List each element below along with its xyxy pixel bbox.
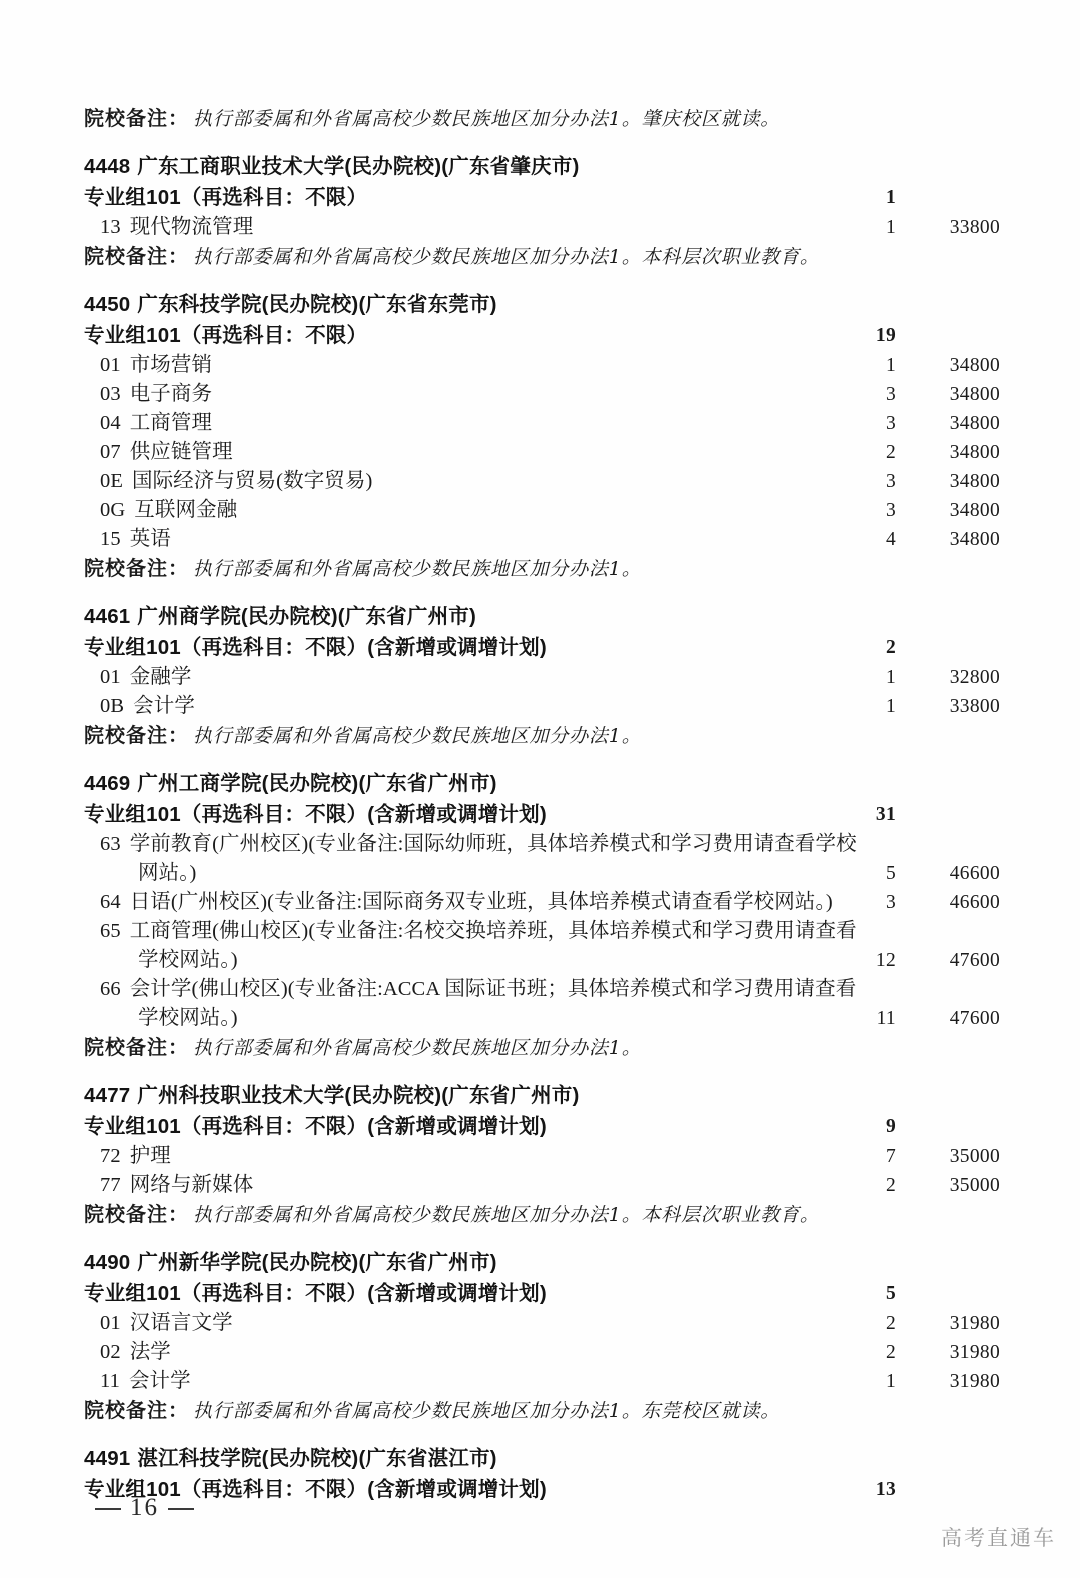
school-name: 广州新华学院(民办院校)(广东省广州市) bbox=[137, 1251, 497, 1274]
major-seats: 1 bbox=[885, 217, 896, 238]
major-group-label: 专业组101（再选科目：不限）(含新增或调增计划) bbox=[84, 636, 547, 659]
major-name: 工商管理(佛山校区)(专业备注:名校交换培养班，具体培养模式和学习费用请查看学校网站。) bbox=[129, 920, 857, 971]
major-fee: 32800 bbox=[949, 667, 1000, 688]
school-name: 广东科技学院(民办院校)(广东省东莞市) bbox=[137, 293, 497, 316]
major-fee: 35000 bbox=[949, 1146, 1000, 1167]
major-fee: 34800 bbox=[949, 529, 1000, 550]
major-code: 77 bbox=[100, 1174, 121, 1196]
school-code: 4469 bbox=[84, 772, 131, 795]
remark-label: 院校备注： bbox=[84, 108, 189, 130]
school-name: 广州工商学院(民办院校)(广东省广州市) bbox=[137, 772, 497, 795]
school-header[interactable] bbox=[84, 601, 1000, 632]
major-text bbox=[100, 692, 858, 721]
school-remark bbox=[84, 721, 1000, 751]
section-gap bbox=[84, 1230, 1000, 1247]
major-text bbox=[100, 1142, 858, 1171]
major-row[interactable] bbox=[84, 830, 1000, 888]
major-name: 英语 bbox=[129, 528, 171, 550]
major-group-row[interactable] bbox=[84, 1278, 1000, 1309]
major-code: 0B bbox=[100, 695, 125, 717]
major-seats: 11 bbox=[876, 1008, 896, 1029]
major-code: 11 bbox=[100, 1370, 120, 1392]
school-remark bbox=[84, 242, 1000, 272]
major-seats: 7 bbox=[885, 1146, 896, 1167]
major-code: 72 bbox=[100, 1145, 121, 1167]
remark-label: 院校备注： bbox=[84, 246, 189, 268]
major-group-row[interactable] bbox=[84, 320, 1000, 351]
major-row[interactable] bbox=[84, 351, 1000, 380]
major-group-seats: 19 bbox=[875, 325, 896, 346]
major-fee: 31980 bbox=[949, 1371, 1000, 1392]
remark-text: 执行部委属和外省属高校少数民族地区加分办法1。东莞校区就读。 bbox=[193, 1400, 781, 1422]
school-code: 4461 bbox=[84, 605, 131, 628]
school-name: 广州科技职业技术大学(民办院校)(广东省广州市) bbox=[137, 1084, 580, 1107]
major-seats: 2 bbox=[885, 1313, 896, 1334]
major-row[interactable] bbox=[84, 213, 1000, 242]
major-text bbox=[100, 975, 858, 1033]
major-name: 法学 bbox=[129, 1341, 171, 1363]
major-group-row[interactable] bbox=[84, 1474, 1000, 1505]
major-text bbox=[100, 663, 858, 692]
major-name: 现代物流管理 bbox=[129, 216, 254, 238]
major-group-label: 专业组101（再选科目：不限）(含新增或调增计划) bbox=[84, 1478, 547, 1501]
major-row[interactable] bbox=[84, 438, 1000, 467]
major-name: 网络与新媒体 bbox=[129, 1174, 254, 1196]
remark-text: 执行部委属和外省属高校少数民族地区加分办法1。 bbox=[193, 558, 642, 580]
major-text bbox=[100, 409, 858, 438]
major-code: 0E bbox=[100, 470, 123, 492]
major-name: 供应链管理 bbox=[129, 441, 233, 463]
major-row[interactable] bbox=[84, 917, 1000, 975]
major-text bbox=[100, 1367, 858, 1396]
major-text bbox=[100, 351, 858, 380]
section-gap bbox=[84, 751, 1000, 768]
school-remark bbox=[84, 1200, 1000, 1230]
school-header[interactable] bbox=[84, 289, 1000, 320]
major-name: 会计学 bbox=[128, 1370, 191, 1392]
section-gap bbox=[84, 1426, 1000, 1443]
school-header[interactable] bbox=[84, 1247, 1000, 1278]
school-remark bbox=[84, 554, 1000, 584]
major-fee: 46600 bbox=[949, 892, 1000, 913]
major-seats: 3 bbox=[885, 500, 896, 521]
major-fee: 33800 bbox=[949, 696, 1000, 717]
major-text bbox=[100, 496, 858, 525]
major-code: 63 bbox=[100, 833, 121, 855]
major-seats: 1 bbox=[885, 696, 896, 717]
watermark: 高考直通车 bbox=[941, 1527, 1056, 1550]
major-seats: 2 bbox=[885, 442, 896, 463]
major-code: 01 bbox=[100, 1312, 121, 1334]
major-row[interactable] bbox=[84, 1309, 1000, 1338]
major-text bbox=[100, 917, 858, 975]
major-seats: 3 bbox=[885, 384, 896, 405]
major-name: 汉语言文学 bbox=[129, 1312, 233, 1334]
major-seats: 1 bbox=[885, 1371, 896, 1392]
major-text bbox=[100, 1338, 858, 1367]
major-code: 03 bbox=[100, 383, 121, 405]
major-seats: 3 bbox=[885, 413, 896, 434]
plan-listing bbox=[84, 104, 1000, 1505]
major-seats: 1 bbox=[885, 667, 896, 688]
major-fee: 33800 bbox=[949, 217, 1000, 238]
major-seats: 3 bbox=[885, 892, 896, 913]
remark-text: 执行部委属和外省属高校少数民族地区加分办法1。本科层次职业教育。 bbox=[193, 1204, 820, 1226]
major-fee: 46600 bbox=[949, 863, 1000, 884]
major-fee: 31980 bbox=[949, 1342, 1000, 1363]
major-name: 电子商务 bbox=[129, 383, 213, 405]
major-fee: 34800 bbox=[949, 442, 1000, 463]
major-group-label: 专业组101（再选科目：不限） bbox=[84, 186, 368, 209]
major-row[interactable] bbox=[84, 663, 1000, 692]
major-row[interactable] bbox=[84, 409, 1000, 438]
section-gap bbox=[84, 272, 1000, 289]
major-text bbox=[100, 380, 858, 409]
major-group-row[interactable] bbox=[84, 632, 1000, 663]
major-text bbox=[100, 438, 858, 467]
major-row[interactable] bbox=[84, 1367, 1000, 1396]
section-gap bbox=[84, 134, 1000, 151]
page-number bbox=[86, 1494, 203, 1522]
remark-label: 院校备注： bbox=[84, 725, 189, 747]
page-number-value: 16 bbox=[130, 1494, 159, 1521]
remark-text: 执行部委属和外省属高校少数民族地区加分办法1。 bbox=[193, 1037, 642, 1059]
major-code: 01 bbox=[100, 354, 121, 376]
page-number-dash-right bbox=[168, 1508, 194, 1510]
major-fee: 35000 bbox=[949, 1175, 1000, 1196]
remark-text: 执行部委属和外省属高校少数民族地区加分办法1。肇庆校区就读。 bbox=[193, 108, 781, 130]
school-header[interactable] bbox=[84, 151, 1000, 182]
major-row[interactable] bbox=[84, 888, 1000, 917]
major-code: 64 bbox=[100, 891, 121, 913]
school-code: 4491 bbox=[84, 1447, 131, 1470]
major-row[interactable] bbox=[84, 975, 1000, 1033]
major-group-seats: 31 bbox=[875, 804, 896, 825]
major-code: 07 bbox=[100, 441, 121, 463]
major-group-label: 专业组101（再选科目：不限）(含新增或调增计划) bbox=[84, 1282, 547, 1305]
major-row[interactable] bbox=[84, 1171, 1000, 1200]
major-group-row[interactable] bbox=[84, 799, 1000, 830]
major-text bbox=[100, 525, 858, 554]
school-name: 湛江科技学院(民办院校)(广东省湛江市) bbox=[137, 1447, 497, 1470]
section-gap bbox=[84, 584, 1000, 601]
school-name: 广东工商职业技术大学(民办院校)(广东省肇庆市) bbox=[137, 155, 580, 178]
major-row[interactable] bbox=[84, 1338, 1000, 1367]
school-code: 4450 bbox=[84, 293, 131, 316]
major-fee: 34800 bbox=[949, 384, 1000, 405]
page-number-dash-left bbox=[95, 1508, 121, 1510]
major-name: 会计学(佛山校区)(专业备注:ACCA 国际证书班；具体培养模式和学习费用请查看学校网站。) bbox=[129, 978, 857, 1029]
major-row[interactable] bbox=[84, 467, 1000, 496]
major-code: 15 bbox=[100, 528, 121, 550]
section-gap bbox=[84, 1063, 1000, 1080]
major-seats: 3 bbox=[885, 471, 896, 492]
remark-label: 院校备注： bbox=[84, 1204, 189, 1226]
major-group-seats: 9 bbox=[885, 1116, 896, 1137]
remark-label: 院校备注： bbox=[84, 1037, 189, 1059]
major-name: 市场营销 bbox=[129, 354, 213, 376]
major-fee: 31980 bbox=[949, 1313, 1000, 1334]
major-fee: 47600 bbox=[949, 1008, 1000, 1029]
major-group-seats: 2 bbox=[885, 637, 896, 658]
major-seats: 2 bbox=[885, 1342, 896, 1363]
major-fee: 34800 bbox=[949, 471, 1000, 492]
school-remark bbox=[84, 1033, 1000, 1063]
school-header[interactable] bbox=[84, 1443, 1000, 1474]
school-code: 4448 bbox=[84, 155, 131, 178]
major-name: 互联网金融 bbox=[134, 499, 238, 521]
major-group-seats: 13 bbox=[875, 1479, 896, 1500]
major-name: 学前教育(广州校区)(专业备注:国际幼师班，具体培养模式和学习费用请查看学校网站。) bbox=[129, 833, 857, 884]
major-code: 0G bbox=[100, 499, 126, 521]
major-name: 护理 bbox=[129, 1145, 171, 1167]
major-group-label: 专业组101（再选科目：不限） bbox=[84, 324, 368, 347]
major-fee: 47600 bbox=[949, 950, 1000, 971]
major-row[interactable] bbox=[84, 496, 1000, 525]
major-code: 13 bbox=[100, 216, 121, 238]
major-row[interactable] bbox=[84, 692, 1000, 721]
major-code: 02 bbox=[100, 1341, 121, 1363]
major-group-seats: 1 bbox=[885, 187, 896, 208]
major-fee: 34800 bbox=[949, 413, 1000, 434]
major-fee: 34800 bbox=[949, 500, 1000, 521]
major-name: 工商管理 bbox=[129, 412, 213, 434]
major-seats: 5 bbox=[885, 863, 896, 884]
school-list bbox=[84, 134, 1000, 1505]
major-row[interactable] bbox=[84, 525, 1000, 554]
major-name: 会计学 bbox=[133, 695, 195, 717]
major-name: 日语(广州校区)(专业备注:国际商务双专业班，具体培养模式请查看学校网站。) bbox=[129, 891, 833, 913]
major-code: 01 bbox=[100, 666, 121, 688]
major-row[interactable] bbox=[84, 1142, 1000, 1171]
remark-label: 院校备注： bbox=[84, 558, 189, 580]
major-seats: 1 bbox=[885, 355, 896, 376]
major-text bbox=[100, 1171, 858, 1200]
major-fee: 34800 bbox=[949, 355, 1000, 376]
remark-text: 执行部委属和外省属高校少数民族地区加分办法1。本科层次职业教育。 bbox=[193, 246, 820, 268]
major-text bbox=[100, 213, 858, 242]
school-code: 4477 bbox=[84, 1084, 131, 1107]
major-text bbox=[100, 467, 858, 496]
major-text bbox=[100, 1309, 858, 1338]
remark-text: 执行部委属和外省属高校少数民族地区加分办法1。 bbox=[193, 725, 642, 747]
major-group-label: 专业组101（再选科目：不限）(含新增或调增计划) bbox=[84, 803, 547, 826]
major-name: 金融学 bbox=[129, 666, 192, 688]
major-code: 04 bbox=[100, 412, 121, 434]
school-header[interactable] bbox=[84, 1080, 1000, 1111]
major-text bbox=[100, 888, 858, 917]
remark-label: 院校备注： bbox=[84, 1400, 189, 1422]
major-seats: 2 bbox=[885, 1175, 896, 1196]
major-code: 65 bbox=[100, 920, 121, 942]
school-name: 广州商学院(民办院校)(广东省广州市) bbox=[137, 605, 477, 628]
major-seats: 4 bbox=[885, 529, 896, 550]
major-group-row[interactable] bbox=[84, 182, 1000, 213]
major-text bbox=[100, 830, 858, 888]
major-group-seats: 5 bbox=[885, 1283, 896, 1304]
carryover-remark bbox=[84, 104, 1000, 134]
school-code: 4490 bbox=[84, 1251, 131, 1274]
major-row[interactable] bbox=[84, 380, 1000, 409]
major-name: 国际经济与贸易(数字贸易) bbox=[131, 470, 373, 492]
major-seats: 12 bbox=[875, 950, 896, 971]
major-group-row[interactable] bbox=[84, 1111, 1000, 1142]
school-header[interactable] bbox=[84, 768, 1000, 799]
school-remark bbox=[84, 1396, 1000, 1426]
major-group-label: 专业组101（再选科目：不限）(含新增或调增计划) bbox=[84, 1115, 547, 1138]
major-code: 66 bbox=[100, 978, 121, 1000]
